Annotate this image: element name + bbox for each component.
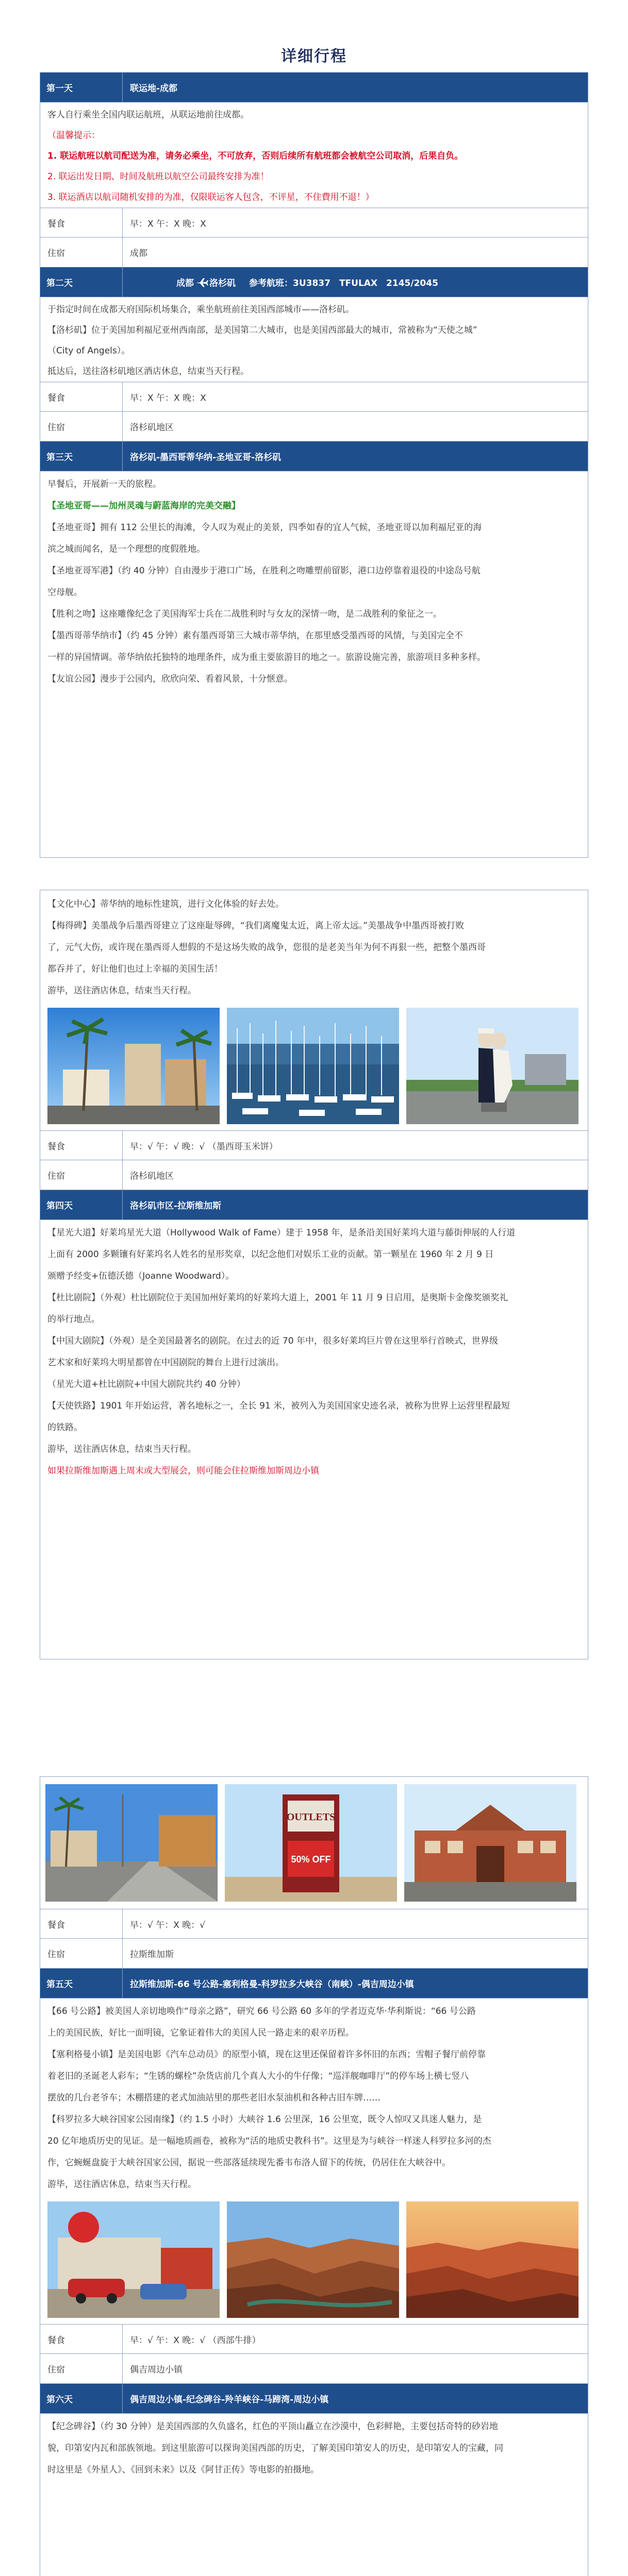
desc-line: 着老旧的圣诞老人彩车；“生锈的螺栓”杂货店前几个真人大小的牛仔像；“巡洋舰咖啡厅”的停车场上横七竖八 xyxy=(47,2071,469,2081)
stay-label: 住宿 xyxy=(40,2354,123,2383)
desc-line: 客人自行乘坐全国内联运航班，从联运地前往成都。 xyxy=(47,110,249,120)
day-header-5 xyxy=(40,1969,588,1998)
meal-row xyxy=(40,2324,588,2354)
stay-label: 住宿 xyxy=(40,1939,123,1968)
victory-kiss-statue-photo xyxy=(406,1008,579,1124)
stay-label: 住宿 xyxy=(40,1160,123,1190)
airplane-icon xyxy=(195,277,208,287)
day-description xyxy=(40,1220,588,1482)
day-label: 第五天 xyxy=(40,1969,123,1998)
day-label: 第二天 xyxy=(40,267,123,297)
desc-line: 时这里是《外星人》、《回到未来》以及《阿甘正传》等电影的拍摄地。 xyxy=(47,2465,319,2475)
day-label: 第一天 xyxy=(40,73,123,102)
desc-line: 【66 号公路】被美国人亲切地唤作“母亲之路”，研究 66 号公路 60 多年的学者迈克华·华利斯说：“66 号公路 xyxy=(47,2006,476,2016)
page-title: 详细行程 xyxy=(281,47,347,65)
day-description xyxy=(40,103,588,208)
desc-line: 空母舰。 xyxy=(47,587,82,598)
meal-label: 餐食 xyxy=(40,382,123,411)
desc-line: （City of Angels）。 xyxy=(47,346,130,356)
desc-line: 艺术家和好莱坞大明星都曾在中国剧院的舞台上进行过演出。 xyxy=(47,1358,284,1368)
day-description xyxy=(40,297,588,382)
stay-value: 偶吉周边小镇 xyxy=(130,2365,183,2375)
itinerary-block-1 xyxy=(40,72,588,858)
warning-line: 如果拉斯维加斯遇上周末或大型展会，则可能会住拉斯维加斯周边小镇 xyxy=(47,1466,319,1476)
desc-line: （星光大道+杜比剧院+中国大剧院共约 40 分钟） xyxy=(47,1379,245,1389)
desc-line: 一样的异国情调。蒂华纳依托独特的地理条件，成为重主要旅游目的地之一。旅游设施完善，旅游项目多种多样。 xyxy=(47,652,486,663)
desc-line: 作，它蜿蜒盘旋于大峡谷国家公园，据说一些部落延续现先番韦布洛人留下的传统，仍居住在大峡谷中。 xyxy=(47,2158,451,2168)
day-description xyxy=(40,471,588,690)
highlight-line: 【圣地亚哥——加州灵魂与蔚蓝海岸的完美交融】 xyxy=(47,501,240,511)
meal-value: 早：√ 午：X 晚：√ xyxy=(130,1920,206,1930)
desc-line: 上的美国民族，好比一面明镜，它象证着伟大的美国人民一路走来的艰辛历程。 xyxy=(47,2028,354,2038)
meal-label: 餐食 xyxy=(40,1131,123,1160)
stay-value: 拉斯维加斯 xyxy=(130,1950,174,1960)
meal-row xyxy=(40,1909,588,1939)
desc-line: 【塞利格曼小镇】是美国电影《汽车总动员》的原型小镇，现在这里还保留着许多怀旧的东西；雪帽子餐厅前停靠 xyxy=(47,2049,486,2060)
outlets-sign-photo xyxy=(225,1784,397,1902)
day-route: 洛杉矶-墨西哥蒂华纳-圣地亚哥-洛杉矶 xyxy=(130,452,282,463)
stay-label: 住宿 xyxy=(40,412,123,441)
meal-row xyxy=(40,208,588,238)
day-route: 偶吉周边小镇-纪念碑谷-羚羊峡谷-马蹄湾-周边小镇 xyxy=(130,2395,329,2405)
photo-row-canyon xyxy=(40,2195,588,2324)
day-route: 拉斯维加斯-66 号公路-塞利格曼-科罗拉多大峡谷（南峡）-偶吉周边小镇 xyxy=(130,1979,414,1990)
desc-line: 【天使铁路】1901 年开始运营，著名地标之一，全长 91 米，被列入为美国国家史迹名录，被称为世界上运营里程最短 xyxy=(47,1401,510,1411)
desc-line: 了，元气大伤，或许现在墨西哥人想假的不是这场失败的战争，您很的是老美当年为何不再狠一些，把整个墨西哥 xyxy=(47,942,486,953)
stay-row xyxy=(40,1939,588,1969)
vegas-hotel-photo xyxy=(404,1784,576,1902)
stay-label: 住宿 xyxy=(40,238,123,267)
day-header-2 xyxy=(40,267,588,297)
desc-line: 【圣地亚哥】拥有 112 公里长的海滩，令人叹为观止的美景，四季如春的宜人气候，圣地亚哥以加利福尼亚的海 xyxy=(47,522,482,533)
desc-line: 【杜比剧院】（外观）杜比剧院位于美国加州好莱坞的好莱坞大道上，2001 年 11 月 9 日启用，是奥斯卡金像奖颁奖礼 xyxy=(47,1293,508,1303)
grand-canyon-sunset-photo xyxy=(406,2201,579,2318)
desc-line: 上面有 2000 多颗镶有好莱坞名人姓名的星形奖章，以纪念他们对娱乐工业的贡献。第一颗星在 1960 年 2 月 9 日 xyxy=(47,1249,494,1260)
desc-line: 游毕，送往酒店休息，结束当天行程。 xyxy=(47,2179,196,2190)
desc-line: 的举行地点。 xyxy=(47,1314,100,1325)
stay-row xyxy=(40,2354,588,2384)
desc-line: 【文化中心】蒂华纳的地标性建筑，进行文化体验的好去处。 xyxy=(47,899,284,909)
day-label: 第六天 xyxy=(40,2384,123,2413)
meal-value: 早：√ 午：X 晚：√ （西部牛排） xyxy=(130,2335,261,2346)
day-header-6 xyxy=(40,2384,588,2414)
meal-value: 早：X 午：X 晚：X xyxy=(130,393,206,403)
day-header-1 xyxy=(40,73,588,103)
san-diego-palms-photo xyxy=(47,1008,220,1124)
desc-line: 都吞并了，好让他们也过上幸福的美国生活！ xyxy=(47,964,223,974)
route-from: 成都 xyxy=(176,278,194,289)
desc-line: 貌，印第安内瓦和部族领地。到这里旅游可以探询美国西部的历史，了解美国印第安人的历史，是印第安人的宝藏，同 xyxy=(47,2443,503,2453)
desc-line: 游毕，送往酒店休息，结束当天行程。 xyxy=(47,986,196,996)
desc-line: 【墨西哥蒂华纳市】（约 45 分钟）素有墨西哥第三大城市蒂华纳，在那里感受墨西哥的风情，与美国完全不 xyxy=(47,631,463,641)
desc-line: 滨之城而闻名，是一个理想的度假胜地。 xyxy=(47,544,205,554)
meal-row xyxy=(40,1130,588,1160)
vegas-street-photo xyxy=(45,1784,218,1902)
day-route xyxy=(123,267,588,297)
desc-line: 摆放的几台老爷车；木棚搭建的老式加油站里的那些老旧水泵油机和各种古旧车牌…… xyxy=(47,2093,381,2103)
desc-line: 【纪念碑谷】（约 30 分钟）是美国西部的久负盛名，红色的平顶山矗立在沙漠中，色彩鲜艳，主要包括奇特的砂岩地 xyxy=(47,2421,498,2432)
desc-line: 【洛杉矶】位于美国加利福尼亚州西南部，是美国第二大城市，也是美国西部最大的城市，常被称为“天使之城” xyxy=(47,325,477,335)
outlets-sign-text: OUTLETS xyxy=(286,1811,336,1823)
stay-row xyxy=(40,412,588,442)
itinerary-block-3 xyxy=(40,1776,588,2576)
route-to: 洛杉矶 xyxy=(209,278,236,289)
meal-value: 早：X 午：X 晚：X xyxy=(130,218,206,229)
san-diego-harbor-photo xyxy=(227,1008,399,1124)
outlets-sale-text: 50% OFF xyxy=(291,1854,331,1865)
day-description xyxy=(40,1998,588,2195)
day-description xyxy=(40,2414,588,2481)
desc-line: 早餐后，开展新一天的旅程。 xyxy=(47,479,161,489)
flight-info: 参考航班：3U3837 TFULAX 2145/2045 xyxy=(249,278,438,289)
warning-line: 3. 联运酒店以航司随机安排的为准，仅限联运客人包含，不评星，不住費用不退！） xyxy=(47,192,374,202)
desc-line: 【友谊公园】漫步于公园内，欣欣向荣、看着风景，十分惬意。 xyxy=(47,674,293,684)
stay-value: 洛杉矶地区 xyxy=(130,1171,174,1181)
meal-value: 早：√ 午：√ 晚：√ （墨西哥玉米饼） xyxy=(130,1141,278,1152)
day-label: 第三天 xyxy=(40,442,123,471)
warning-line: 1. 联运航班以航司配送为准，请务必乘坐，不可放弃，否则后续所有航班都会被航空公司取消，后果自负。 xyxy=(47,151,464,161)
meal-label: 餐食 xyxy=(40,1909,123,1938)
stay-row xyxy=(40,238,588,267)
desc-line: 20 亿年地质历史的见证。是一幅地质画卷，被称为“活的地质史教科书”。这里是为与峡谷一样迷人科罗拉多河的杰 xyxy=(47,2136,491,2146)
stay-value: 洛杉矶地区 xyxy=(130,422,174,433)
desc-line: 颁赠予经变+伍德沃德（Joanne Woodward）。 xyxy=(47,1271,235,1281)
meal-row xyxy=(40,382,588,412)
grand-canyon-river-photo xyxy=(227,2201,399,2318)
day-route: 联运地-成都 xyxy=(130,83,178,94)
day-header-4 xyxy=(40,1190,588,1220)
desc-line: 的铁路。 xyxy=(47,1422,82,1433)
desc-line: 游毕，送往酒店休息，结束当天行程。 xyxy=(47,1444,196,1454)
photo-row-vegas xyxy=(40,1777,588,1909)
desc-line: 【胜利之吻】这座雕像纪念了美国海军士兵在二战胜利时与女友的深情一吻，是二战胜利的象征之一。 xyxy=(47,609,442,619)
desc-line: 【梅得碑】美墨战争后墨西哥建立了这座耻辱碑，“我们离魔鬼太近，离上帝太远。”美墨战争中墨西哥被打败 xyxy=(47,921,465,931)
desc-line: 于指定时间在成都天府国际机场集合，乘坐航班前往美国西部城市——洛杉矶。 xyxy=(47,304,354,315)
day-description xyxy=(40,890,588,1002)
warning-line: （温馨提示： xyxy=(47,130,100,141)
day-header-3 xyxy=(40,442,588,471)
route66-diner-photo xyxy=(47,2201,220,2318)
stay-value: 成都 xyxy=(130,248,147,259)
stay-row xyxy=(40,1160,588,1190)
meal-label: 餐食 xyxy=(40,2325,123,2353)
itinerary-block-2 xyxy=(40,890,588,1659)
desc-line: 抵达后，送往洛杉矶地区酒店休息，结束当天行程。 xyxy=(47,366,249,377)
photo-row-san-diego xyxy=(40,1002,588,1130)
desc-line: 【星光大道】好莱坞星光大道（Hollywood Walk of Fame）建于 1958 年，是条沿美国好莱坞大道与藤街伸展的人行道 xyxy=(47,1228,516,1238)
meal-label: 餐食 xyxy=(40,208,123,237)
desc-line: 【中国大剧院】（外观）是全美国最著名的剧院。在过去的近 70 年中，很多好莱坞巨片曾在这里举行首映式，世界级 xyxy=(47,1336,498,1346)
desc-line: 【圣地亚哥军港】（约 40 分钟）自由漫步于港口广场，在胜利之吻雕塑前留影，港口边停靠着退役的中途岛号航 xyxy=(47,566,481,576)
day-label: 第四天 xyxy=(40,1190,123,1219)
day-route: 洛杉矶市区-拉斯维加斯 xyxy=(130,1201,222,1211)
desc-line: 【科罗拉多大峡谷国家公园南缘】（约 1.5 小时）大峡谷 1.6 公里深，16 公里宽，既令人惊叹又具迷人魅力，是 xyxy=(47,2114,482,2125)
warning-line: 2. 联运出发日期、时间及航班以航空公司最终安排为准！ xyxy=(47,172,269,182)
